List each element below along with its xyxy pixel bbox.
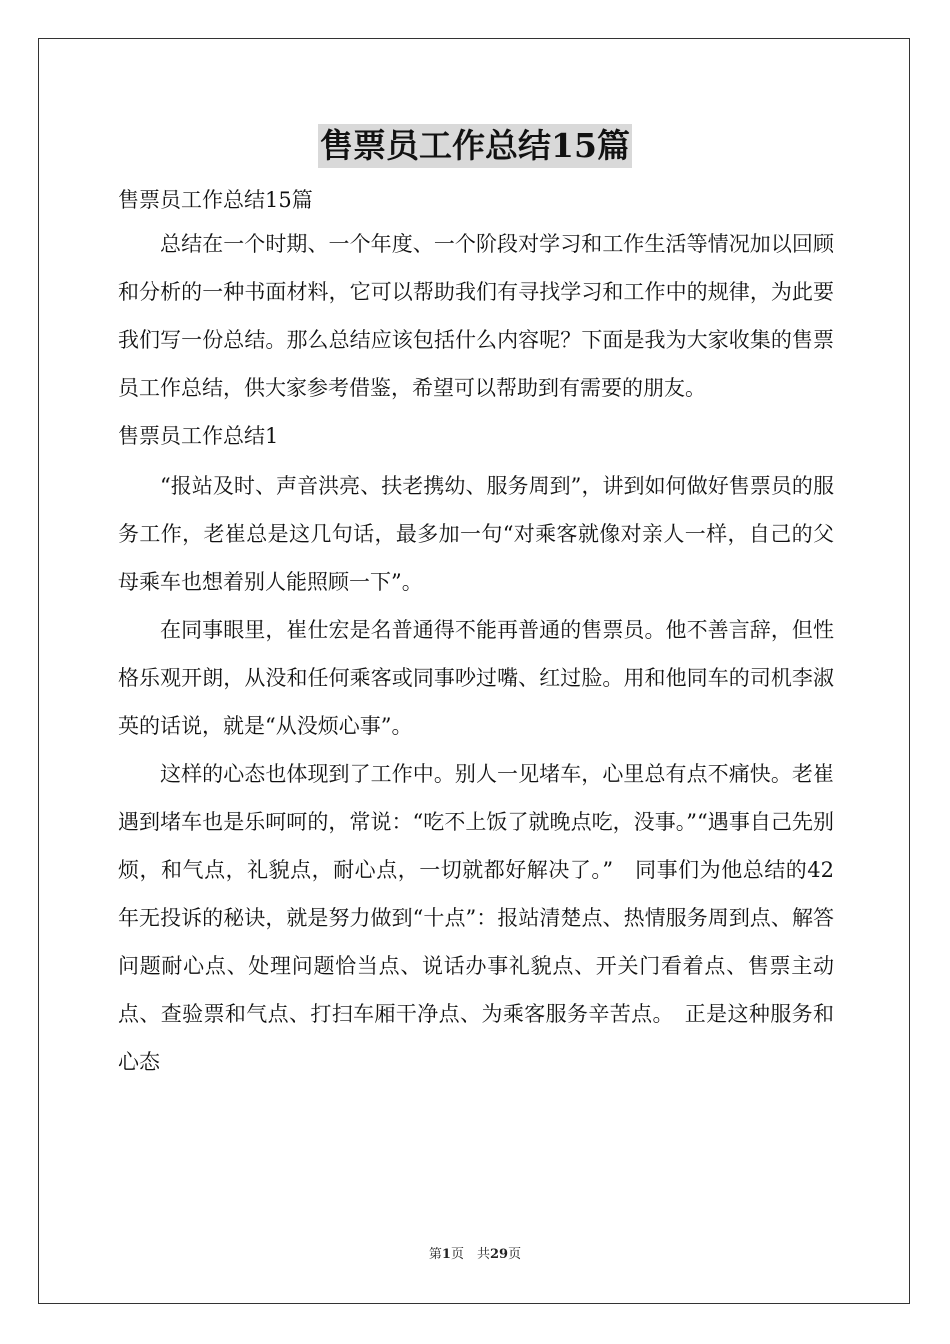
page-current: 1 xyxy=(441,1247,451,1262)
document-title: 售票员工作总结15篇 xyxy=(318,124,632,168)
title-container xyxy=(0,124,950,168)
page-prefix: 第 xyxy=(428,1247,442,1262)
page-mid: 页 共 xyxy=(450,1247,490,1262)
intro-paragraph: 总结在一个时期、一个年度、一个阶段对学习和工作生活等情况加以回顾和分析的一种书面材料，它可以帮助我们有寻找学习和工作中的规律，为此要我们写一份总结。那么总结应该包括什么内容呢？下面是我为大家收集的售票员工作总结，供大家参考借鉴，希望可以帮助到有需要的朋友。 xyxy=(118,232,834,400)
page-total: 29 xyxy=(489,1247,509,1262)
document-subtitle: 售票员工作总结15篇 xyxy=(118,188,313,212)
body-paragraph-3: 这样的心态也体现到了工作中。别人一见堵车，心里总有点不痛快。老崔遇到堵车也是乐呵呵的，常说：“吃不上饭了就晚点吃，没事。”“遇事自己先别烦，和气点，礼貌点，耐心点，一切就都好解决了。” 同事们为他总结的42年无投诉的秘诀，就是努力做到“十点”：报站清楚点、热情服务周到点、解答问题耐心点、处理问题恰当点、说话办事礼貌点、开关门看着点、售票主动点、查验票和气点、打扫车厢干净点、为乘客服务辛苦点。 正是这种服务和心态 xyxy=(118,762,834,1074)
body-paragraph-1: “报站及时、声音洪亮、扶老携幼、服务周到”，讲到如何做好售票员的服务工作，老崔总是这几句话，最多加一句“对乘客就像对亲人一样，自己的父母乘车也想着别人能照顾一下”。 xyxy=(118,474,834,594)
page-footer xyxy=(0,1246,950,1264)
document-body xyxy=(118,180,834,1086)
body-paragraph-2: 在同事眼里，崔仕宏是名普通得不能再普通的售票员。他不善言辞，但性格乐观开朗，从没和任何乘客或同事吵过嘴、红过脸。用和他同车的司机李淑英的话说，就是“从没烦心事”。 xyxy=(118,618,834,738)
section-heading: 售票员工作总结1 xyxy=(118,424,279,448)
page-suffix: 页 xyxy=(508,1247,522,1262)
